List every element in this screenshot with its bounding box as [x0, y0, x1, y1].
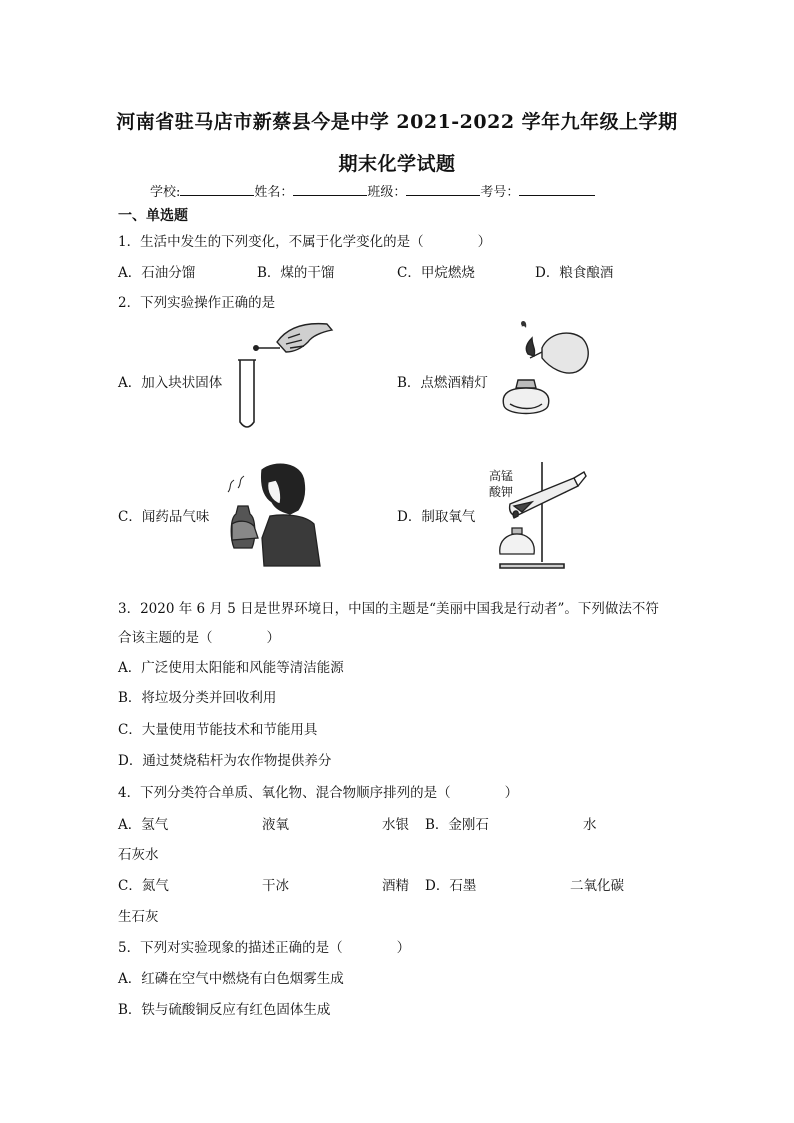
class-field[interactable]: [406, 183, 480, 196]
question-3-option-d[interactable]: D．通过焚烧秸杆为农作物提供养分: [118, 753, 332, 769]
question-5-stem: 5．下列对实验现象的描述正确的是（ ）: [118, 940, 411, 956]
question-1-option-d[interactable]: D．粮食酿酒: [535, 265, 614, 281]
question-4-option-d-item-2: 二氧化碳: [570, 878, 624, 894]
figure-smell-chemical: [218, 458, 328, 570]
number-field[interactable]: [519, 183, 595, 196]
question-3-option-a[interactable]: A．广泛使用太阳能和风能等清洁能源: [118, 660, 344, 676]
question-4-option-d-item-1[interactable]: D．石墨: [425, 878, 477, 894]
test-tube-tilted-icon: [510, 472, 586, 516]
question-4-option-c-item-1[interactable]: C．氮气: [118, 878, 169, 894]
question-5-option-a[interactable]: A．红磷在空气中燃烧有白色烟雾生成: [118, 971, 344, 987]
question-1-stem: 1．生活中发生的下列变化，不属于化学变化的是（ ）: [118, 234, 492, 250]
question-3-stem-line-1: 3．2020 年 6 月 5 日是世界环境日，中国的主题是“美丽中国我是行动者”。下列做法不符: [118, 601, 659, 617]
question-2-option-b[interactable]: B．点燃酒精灯: [397, 375, 488, 391]
class-label: 班级：: [367, 185, 407, 200]
figure-d-label-line-2: 酸钾: [489, 485, 514, 499]
name-field[interactable]: [293, 183, 367, 196]
flame-icon: [521, 321, 526, 328]
page-title: 河南省驻马店市新蔡县今是中学 2021-2022 学年九年级上学期: [116, 111, 678, 133]
page-subtitle: 期末化学试题: [338, 153, 456, 175]
number-label: 考号：: [480, 185, 520, 200]
question-4-option-b-item-3: 石灰水: [118, 847, 159, 863]
question-1-option-a[interactable]: A．石油分馏: [118, 265, 196, 281]
question-3-stem-line-2: 合该主题的是（ ）: [118, 630, 280, 646]
question-3-option-b[interactable]: B．将垃圾分类并回收利用: [118, 690, 277, 706]
question-4-option-a-item-3: 水银: [382, 817, 409, 833]
bottle-icon: [231, 506, 258, 548]
question-4-option-a-item-1[interactable]: A．氢气: [118, 817, 169, 833]
question-5-option-b[interactable]: B．铁与硫酸铜反应有红色固体生成: [118, 1002, 331, 1018]
school-field[interactable]: [180, 183, 254, 196]
question-1-option-b[interactable]: B．煤的干馏: [257, 265, 335, 281]
question-4-option-d-item-3: 生石灰: [118, 909, 159, 925]
question-2-option-d[interactable]: D．制取氧气: [397, 509, 476, 525]
question-2-option-c[interactable]: C．闻药品气味: [118, 509, 210, 525]
question-1-option-c[interactable]: C．甲烷燃烧: [397, 265, 475, 281]
question-4-option-a-item-2: 液氧: [262, 817, 289, 833]
question-4-option-b-item-1[interactable]: B．金刚石: [425, 817, 489, 833]
waft-lines-icon: [228, 476, 244, 492]
question-2-stem: 2．下列实验操作正确的是: [118, 295, 276, 311]
student-info-line: [150, 181, 595, 200]
section-heading: 一、单选题: [118, 208, 188, 224]
alcohol-lamp-upright-icon: [503, 380, 549, 414]
person-icon: [262, 464, 320, 566]
question-4-stem: 4．下列分类符合单质、氧化物、混合物顺序排列的是（ ）: [118, 785, 519, 801]
figure-d-label-line-1: 高锰: [489, 469, 514, 483]
figure-add-solid: [232, 318, 342, 438]
question-2-option-a[interactable]: A．加入块状固体: [118, 375, 223, 391]
hand-icon: [258, 324, 332, 352]
figure-light-alcohol-lamp: [490, 318, 600, 428]
question-4-option-b-item-2: 水: [583, 817, 597, 833]
question-3-option-c[interactable]: C．大量使用节能技术和节能用具: [118, 722, 318, 738]
question-4-option-c-item-3: 酒精: [382, 878, 409, 894]
alcohol-lamp-tilted-icon: [526, 333, 588, 373]
question-4-option-c-item-2: 干冰: [262, 878, 289, 894]
name-label: 姓名：: [254, 185, 294, 200]
alcohol-lamp-icon: [500, 511, 535, 554]
school-label: 学校:: [150, 185, 181, 200]
solid-particle-icon: [253, 345, 259, 351]
test-tube-icon: [238, 360, 256, 427]
figure-oxygen-setup: [480, 458, 590, 576]
